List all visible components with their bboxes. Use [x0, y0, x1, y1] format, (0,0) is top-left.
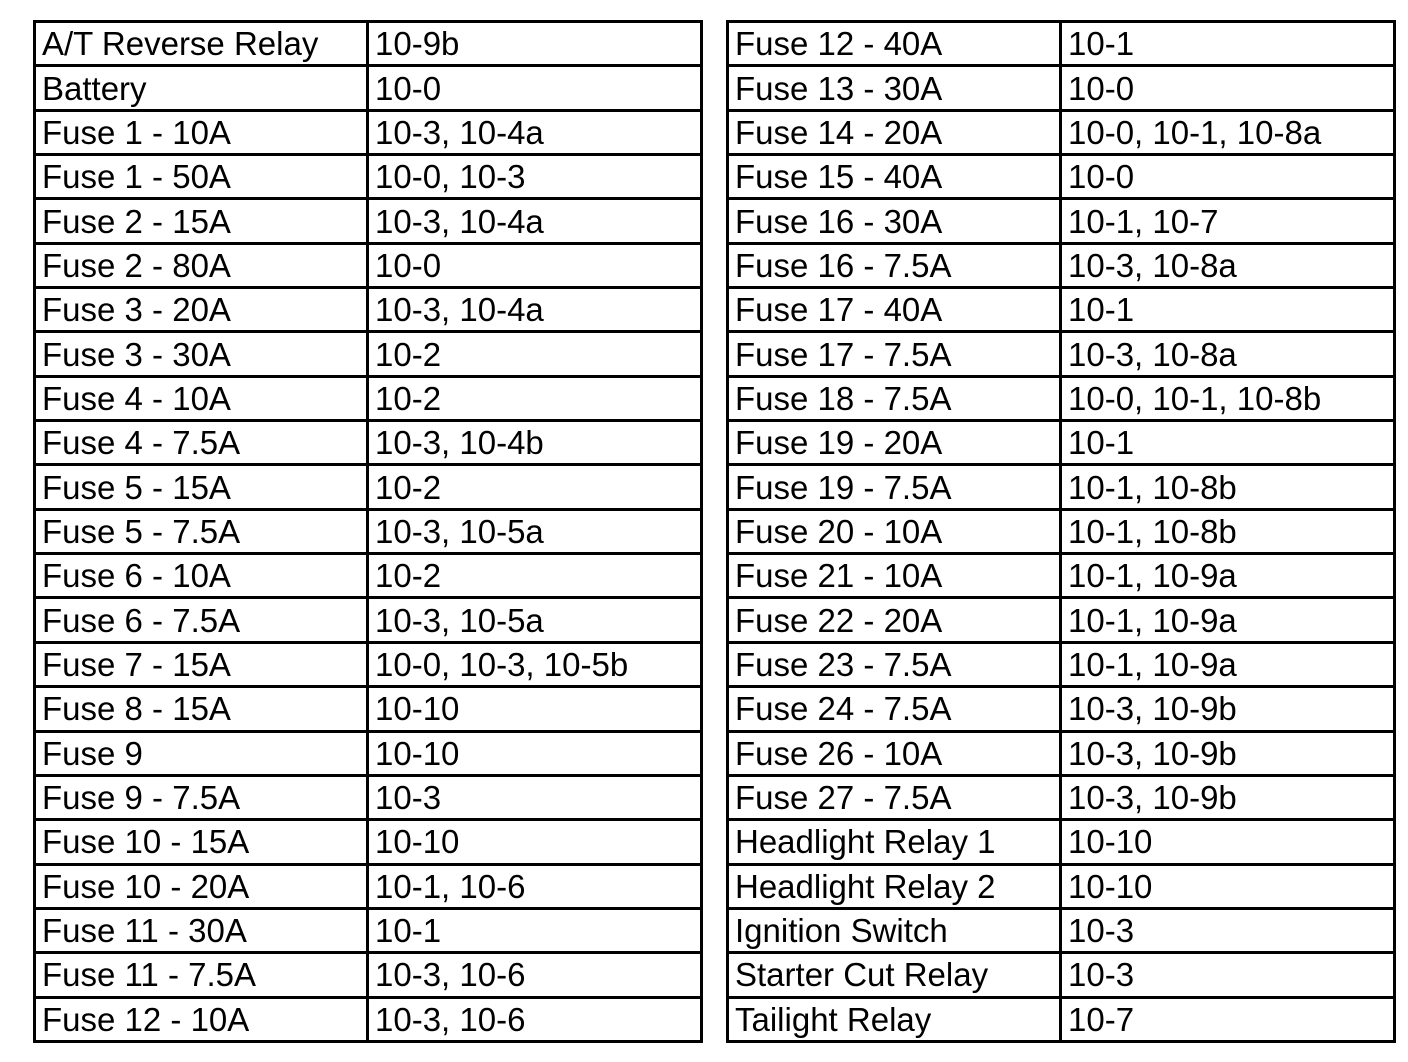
component-cell: Fuse 24 - 7.5A [728, 687, 1061, 731]
reference-cell: 10-0 [368, 243, 702, 287]
table-row [35, 421, 702, 465]
component-cell: Fuse 8 - 15A [35, 687, 368, 731]
component-cell: Fuse 6 - 10A [35, 554, 368, 598]
reference-cell: 10-9b [368, 22, 702, 66]
reference-cell: 10-10 [1061, 864, 1395, 908]
component-cell: Fuse 17 - 40A [728, 288, 1061, 332]
reference-cell: 10-3, 10-4b [368, 421, 702, 465]
table-body [35, 22, 702, 1042]
component-cell: Fuse 13 - 30A [728, 66, 1061, 110]
table-row [35, 642, 702, 686]
table-row [35, 199, 702, 243]
table-row [35, 110, 702, 154]
component-cell: Fuse 6 - 7.5A [35, 598, 368, 642]
component-cell: Battery [35, 66, 368, 110]
component-cell: Fuse 16 - 30A [728, 199, 1061, 243]
component-cell: Fuse 9 [35, 731, 368, 775]
table-row [35, 155, 702, 199]
component-cell: Fuse 11 - 30A [35, 908, 368, 952]
component-cell: Fuse 26 - 10A [728, 731, 1061, 775]
component-cell: Fuse 22 - 20A [728, 598, 1061, 642]
table-row [35, 864, 702, 908]
table-row [728, 687, 1395, 731]
table-row [728, 997, 1395, 1041]
component-cell: Fuse 1 - 10A [35, 110, 368, 154]
table-row [728, 598, 1395, 642]
component-cell: A/T Reverse Relay [35, 22, 368, 66]
reference-cell: 10-3, 10-6 [368, 953, 702, 997]
table-row [35, 243, 702, 287]
component-cell: Fuse 19 - 20A [728, 421, 1061, 465]
table-row [35, 598, 702, 642]
table-row [728, 155, 1395, 199]
reference-cell: 10-3, 10-9b [1061, 731, 1395, 775]
table-row [35, 953, 702, 997]
component-cell: Fuse 14 - 20A [728, 110, 1061, 154]
reference-cell: 10-3, 10-4a [368, 110, 702, 154]
table-body [728, 22, 1395, 1042]
reference-cell: 10-0 [1061, 155, 1395, 199]
table-row [35, 554, 702, 598]
reference-cell: 10-3, 10-4a [368, 288, 702, 332]
table-row [35, 332, 702, 376]
reference-cell: 10-3, 10-8a [1061, 243, 1395, 287]
table-row [35, 775, 702, 819]
reference-cell: 10-10 [368, 820, 702, 864]
table-row [728, 775, 1395, 819]
reference-cell: 10-3 [368, 775, 702, 819]
reference-cell: 10-2 [368, 376, 702, 420]
component-cell: Fuse 2 - 80A [35, 243, 368, 287]
reference-cell: 10-1 [1061, 421, 1395, 465]
component-cell: Fuse 21 - 10A [728, 554, 1061, 598]
component-cell: Fuse 4 - 7.5A [35, 421, 368, 465]
fuse-index-table-right [726, 20, 1396, 1043]
component-cell: Fuse 16 - 7.5A [728, 243, 1061, 287]
reference-cell: 10-2 [368, 554, 702, 598]
reference-cell: 10-2 [368, 332, 702, 376]
component-cell: Fuse 15 - 40A [728, 155, 1061, 199]
table-row [35, 376, 702, 420]
reference-cell: 10-0, 10-3, 10-5b [368, 642, 702, 686]
reference-cell: 10-1 [1061, 288, 1395, 332]
reference-cell: 10-1, 10-9a [1061, 554, 1395, 598]
reference-cell: 10-3, 10-8a [1061, 332, 1395, 376]
component-cell: Fuse 12 - 40A [728, 22, 1061, 66]
reference-cell: 10-1 [1061, 22, 1395, 66]
reference-cell: 10-1, 10-9a [1061, 642, 1395, 686]
reference-cell: 10-7 [1061, 997, 1395, 1041]
table-row [728, 642, 1395, 686]
reference-cell: 10-3, 10-9b [1061, 687, 1395, 731]
table-row [728, 908, 1395, 952]
component-cell: Headlight Relay 2 [728, 864, 1061, 908]
reference-cell: 10-0, 10-1, 10-8b [1061, 376, 1395, 420]
component-cell: Fuse 4 - 10A [35, 376, 368, 420]
component-cell: Headlight Relay 1 [728, 820, 1061, 864]
component-cell: Fuse 5 - 15A [35, 465, 368, 509]
table-row [728, 22, 1395, 66]
component-cell: Fuse 17 - 7.5A [728, 332, 1061, 376]
table-row [35, 687, 702, 731]
reference-cell: 10-1 [368, 908, 702, 952]
table-row [728, 66, 1395, 110]
reference-cell: 10-0, 10-1, 10-8a [1061, 110, 1395, 154]
reference-cell: 10-0 [368, 66, 702, 110]
table-row [728, 820, 1395, 864]
reference-cell: 10-10 [1061, 820, 1395, 864]
reference-cell: 10-3, 10-5a [368, 598, 702, 642]
reference-cell: 10-3, 10-4a [368, 199, 702, 243]
table-row [728, 376, 1395, 420]
reference-cell: 10-3 [1061, 953, 1395, 997]
component-cell: Fuse 10 - 20A [35, 864, 368, 908]
table-row [728, 864, 1395, 908]
table-row [728, 953, 1395, 997]
table-row [728, 110, 1395, 154]
component-cell: Fuse 3 - 30A [35, 332, 368, 376]
table-row [35, 997, 702, 1041]
component-cell: Fuse 1 - 50A [35, 155, 368, 199]
component-cell: Fuse 7 - 15A [35, 642, 368, 686]
component-cell: Fuse 3 - 20A [35, 288, 368, 332]
table-row [728, 243, 1395, 287]
table-row [728, 288, 1395, 332]
table-row [35, 465, 702, 509]
reference-cell: 10-1, 10-9a [1061, 598, 1395, 642]
component-cell: Ignition Switch [728, 908, 1061, 952]
component-cell: Starter Cut Relay [728, 953, 1061, 997]
component-cell: Fuse 12 - 10A [35, 997, 368, 1041]
table-row [35, 66, 702, 110]
reference-cell: 10-2 [368, 465, 702, 509]
component-cell: Fuse 27 - 7.5A [728, 775, 1061, 819]
table-row [728, 199, 1395, 243]
table-row [35, 908, 702, 952]
table-row [728, 332, 1395, 376]
component-cell: Fuse 20 - 10A [728, 509, 1061, 553]
table-row [35, 22, 702, 66]
reference-cell: 10-3, 10-9b [1061, 775, 1395, 819]
component-cell: Fuse 9 - 7.5A [35, 775, 368, 819]
reference-cell: 10-10 [368, 731, 702, 775]
table-row [728, 465, 1395, 509]
component-cell: Fuse 10 - 15A [35, 820, 368, 864]
reference-cell: 10-1, 10-6 [368, 864, 702, 908]
component-cell: Fuse 19 - 7.5A [728, 465, 1061, 509]
table-row [35, 288, 702, 332]
table-row [728, 421, 1395, 465]
component-cell: Tailight Relay [728, 997, 1061, 1041]
table-row [728, 554, 1395, 598]
component-cell: Fuse 23 - 7.5A [728, 642, 1061, 686]
reference-cell: 10-1, 10-8b [1061, 465, 1395, 509]
table-row [728, 731, 1395, 775]
reference-cell: 10-3, 10-6 [368, 997, 702, 1041]
reference-cell: 10-1, 10-7 [1061, 199, 1395, 243]
table-row [35, 731, 702, 775]
component-cell: Fuse 11 - 7.5A [35, 953, 368, 997]
fuse-index-table-left [33, 20, 703, 1043]
reference-cell: 10-0, 10-3 [368, 155, 702, 199]
reference-cell: 10-3, 10-5a [368, 509, 702, 553]
table-row [35, 820, 702, 864]
reference-cell: 10-0 [1061, 66, 1395, 110]
table-row [728, 509, 1395, 553]
component-cell: Fuse 5 - 7.5A [35, 509, 368, 553]
reference-cell: 10-10 [368, 687, 702, 731]
reference-cell: 10-3 [1061, 908, 1395, 952]
table-row [35, 509, 702, 553]
reference-cell: 10-1, 10-8b [1061, 509, 1395, 553]
component-cell: Fuse 18 - 7.5A [728, 376, 1061, 420]
component-cell: Fuse 2 - 15A [35, 199, 368, 243]
